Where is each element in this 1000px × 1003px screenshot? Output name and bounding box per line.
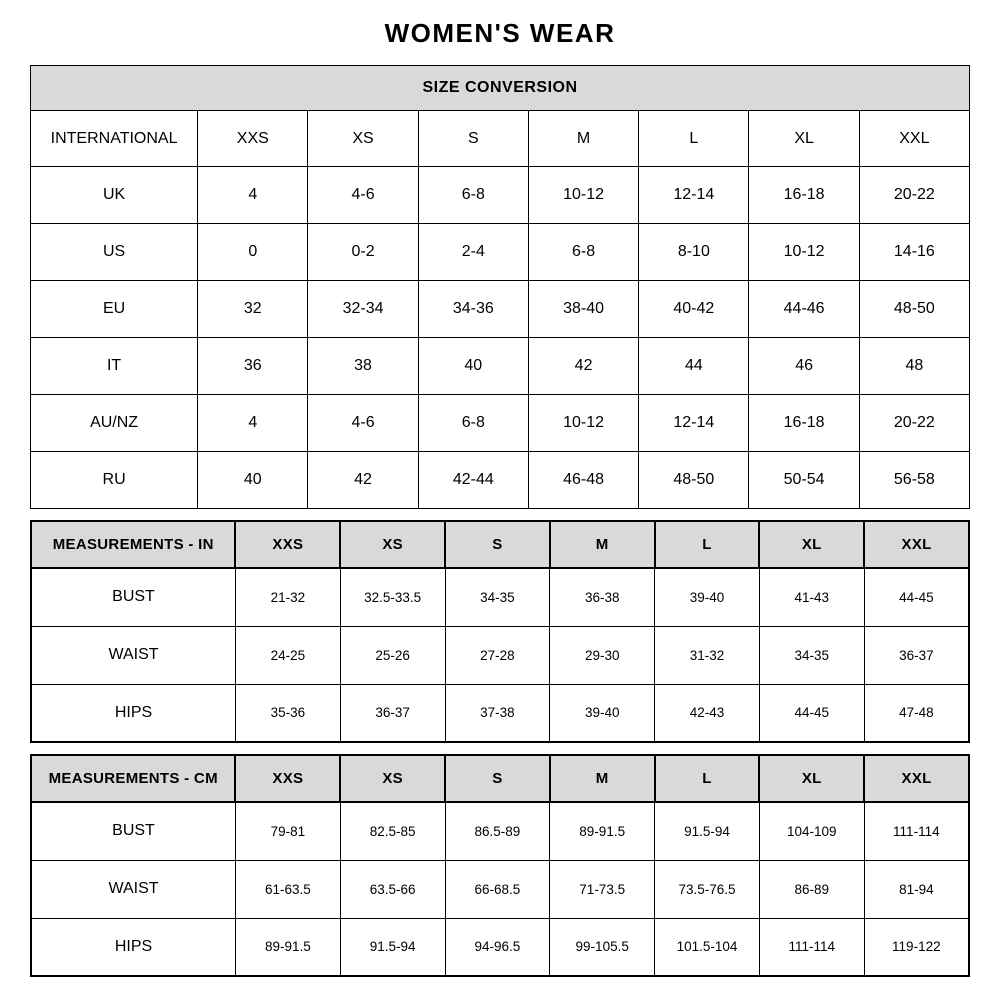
- size-column-header: XXS: [235, 755, 340, 802]
- table-cell: 32: [198, 281, 308, 338]
- table-cell: 34-35: [445, 568, 550, 626]
- size-column-header: L: [655, 755, 760, 802]
- table-cell: 10-12: [528, 167, 638, 224]
- size-column-header: M: [528, 111, 638, 167]
- table-cell: 104-109: [759, 802, 864, 860]
- size-column-header: XXL: [859, 111, 969, 167]
- row-label: BUST: [31, 802, 235, 860]
- table-cell: 35-36: [235, 684, 340, 742]
- table-cell: 99-105.5: [550, 918, 655, 976]
- table-cell: 29-30: [550, 626, 655, 684]
- table-row: [31, 452, 970, 509]
- table-cell: 91.5-94: [655, 802, 760, 860]
- row-label: AU/NZ: [31, 395, 198, 452]
- table-cell: 66-68.5: [445, 860, 550, 918]
- table-cell: 42: [528, 338, 638, 395]
- table-cell: 36: [198, 338, 308, 395]
- table-cell: 6-8: [528, 224, 638, 281]
- row-label: EU: [31, 281, 198, 338]
- row-label: IT: [31, 338, 198, 395]
- table-cell: 111-114: [864, 802, 969, 860]
- table-cell: 44-45: [864, 568, 969, 626]
- table-row: [31, 224, 970, 281]
- row-label: HIPS: [31, 918, 235, 976]
- size-column-header: XS: [340, 755, 445, 802]
- row-label: BUST: [31, 568, 235, 626]
- table-cell: 63.5-66: [340, 860, 445, 918]
- table-row: [31, 568, 969, 626]
- size-column-header: XXL: [864, 755, 969, 802]
- table-cell: 6-8: [418, 395, 528, 452]
- size-conversion-table: [30, 65, 970, 509]
- measurements-in-table: [30, 520, 970, 743]
- table-cell: 48: [859, 338, 969, 395]
- table-row: [31, 395, 970, 452]
- table-cell: 94-96.5: [445, 918, 550, 976]
- table-cell: 101.5-104: [655, 918, 760, 976]
- corner-header: MEASUREMENTS - IN: [31, 521, 235, 568]
- table-cell: 89-91.5: [550, 802, 655, 860]
- table-cell: 20-22: [859, 395, 969, 452]
- size-column-header: S: [418, 111, 528, 167]
- table-cell: 32-34: [308, 281, 418, 338]
- measurements-in-body: [31, 568, 969, 742]
- measurements-in-header-row: [31, 521, 969, 568]
- table-cell: 89-91.5: [235, 918, 340, 976]
- table-row: [31, 281, 970, 338]
- table-cell: 16-18: [749, 395, 859, 452]
- table-cell: 8-10: [639, 224, 749, 281]
- size-column-header: S: [445, 521, 550, 568]
- table-cell: 34-35: [759, 626, 864, 684]
- table-cell: 36-38: [550, 568, 655, 626]
- table-cell: 12-14: [639, 395, 749, 452]
- table-cell: 10-12: [528, 395, 638, 452]
- table-cell: 21-32: [235, 568, 340, 626]
- table-cell: 24-25: [235, 626, 340, 684]
- table-cell: 4: [198, 167, 308, 224]
- row-label: US: [31, 224, 198, 281]
- table-cell: 38-40: [528, 281, 638, 338]
- table-cell: 48-50: [639, 452, 749, 509]
- size-column-header: XL: [749, 111, 859, 167]
- table-cell: 50-54: [749, 452, 859, 509]
- table-cell: 119-122: [864, 918, 969, 976]
- table-cell: 27-28: [445, 626, 550, 684]
- table-cell: 42-43: [655, 684, 760, 742]
- size-conversion-body: [31, 167, 970, 509]
- table-cell: 37-38: [445, 684, 550, 742]
- table-cell: 86-89: [759, 860, 864, 918]
- size-column-header: XL: [759, 755, 864, 802]
- table-cell: 42: [308, 452, 418, 509]
- measurements-cm-table: [30, 754, 970, 977]
- table-cell: 44-45: [759, 684, 864, 742]
- table-cell: 31-32: [655, 626, 760, 684]
- table-cell: 14-16: [859, 224, 969, 281]
- table-cell: 2-4: [418, 224, 528, 281]
- table-cell: 10-12: [749, 224, 859, 281]
- size-column-header: XXS: [235, 521, 340, 568]
- size-column-header: S: [445, 755, 550, 802]
- table-cell: 42-44: [418, 452, 528, 509]
- table-cell: 40-42: [639, 281, 749, 338]
- table-row: [31, 860, 969, 918]
- table-cell: 71-73.5: [550, 860, 655, 918]
- size-column-header: L: [655, 521, 760, 568]
- row-label: RU: [31, 452, 198, 509]
- table-row: [31, 684, 969, 742]
- table-cell: 34-36: [418, 281, 528, 338]
- measurements-cm-header-row: [31, 755, 969, 802]
- size-column-header: XXS: [198, 111, 308, 167]
- table-row: [31, 338, 970, 395]
- table-cell: 6-8: [418, 167, 528, 224]
- table-cell: 56-58: [859, 452, 969, 509]
- table-cell: 86.5-89: [445, 802, 550, 860]
- corner-header: INTERNATIONAL: [31, 111, 198, 167]
- table-cell: 46: [749, 338, 859, 395]
- size-column-header: XXL: [864, 521, 969, 568]
- table-cell: 4-6: [308, 167, 418, 224]
- table-cell: 39-40: [550, 684, 655, 742]
- table-cell: 82.5-85: [340, 802, 445, 860]
- measurements-cm-body: [31, 802, 969, 976]
- size-column-header: XS: [340, 521, 445, 568]
- row-label: HIPS: [31, 684, 235, 742]
- table-cell: 40: [418, 338, 528, 395]
- size-column-header: XL: [759, 521, 864, 568]
- table-cell: 47-48: [864, 684, 969, 742]
- table-cell: 0: [198, 224, 308, 281]
- table-cell: 4-6: [308, 395, 418, 452]
- table-cell: 73.5-76.5: [655, 860, 760, 918]
- table-cell: 36-37: [340, 684, 445, 742]
- size-conversion-header-row: [31, 111, 970, 167]
- table-cell: 44: [639, 338, 749, 395]
- table-cell: 46-48: [528, 452, 638, 509]
- size-conversion-title-row: [31, 66, 970, 111]
- table-cell: 61-63.5: [235, 860, 340, 918]
- table-cell: 32.5-33.5: [340, 568, 445, 626]
- table-cell: 79-81: [235, 802, 340, 860]
- size-column-header: L: [639, 111, 749, 167]
- table-cell: 41-43: [759, 568, 864, 626]
- table-cell: 48-50: [859, 281, 969, 338]
- table-cell: 4: [198, 395, 308, 452]
- table-cell: 44-46: [749, 281, 859, 338]
- table-cell: 25-26: [340, 626, 445, 684]
- table-cell: 20-22: [859, 167, 969, 224]
- row-label: WAIST: [31, 626, 235, 684]
- table-cell: 39-40: [655, 568, 760, 626]
- table-row: [31, 802, 969, 860]
- table-cell: 36-37: [864, 626, 969, 684]
- size-column-header: XS: [308, 111, 418, 167]
- table-row: [31, 626, 969, 684]
- table-cell: 0-2: [308, 224, 418, 281]
- table-cell: 91.5-94: [340, 918, 445, 976]
- size-column-header: M: [550, 755, 655, 802]
- table-cell: 111-114: [759, 918, 864, 976]
- row-label: UK: [31, 167, 198, 224]
- table-cell: 40: [198, 452, 308, 509]
- table-row: [31, 918, 969, 976]
- table-cell: 38: [308, 338, 418, 395]
- table-row: [31, 167, 970, 224]
- size-conversion-title: SIZE CONVERSION: [31, 66, 970, 111]
- size-column-header: M: [550, 521, 655, 568]
- corner-header: MEASUREMENTS - CM: [31, 755, 235, 802]
- page-title: WOMEN'S WEAR: [384, 18, 616, 48]
- table-cell: 12-14: [639, 167, 749, 224]
- row-label: WAIST: [31, 860, 235, 918]
- table-cell: 16-18: [749, 167, 859, 224]
- table-cell: 81-94: [864, 860, 969, 918]
